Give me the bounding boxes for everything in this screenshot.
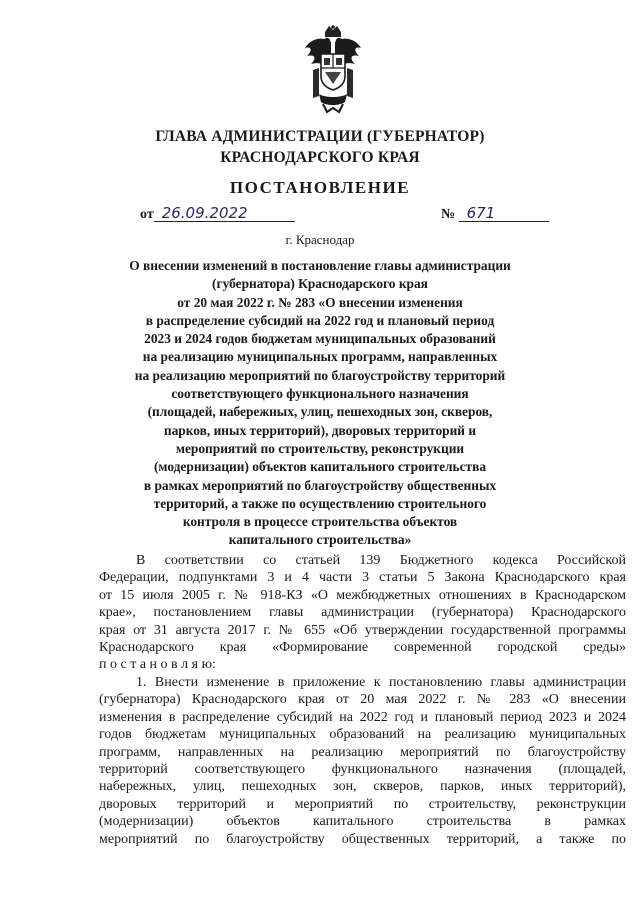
date-prefix: от xyxy=(140,207,154,222)
authority-title: ГЛАВА АДМИНИСТРАЦИИ (ГУБЕРНАТОР) xyxy=(155,128,485,145)
subject-line: (губернатора) Краснодарского края xyxy=(212,276,428,292)
subject-line: в рамках мероприятий по благоустройству общественных xyxy=(143,477,497,493)
document-type-title: ПОСТАНОВЛЕНИЕ xyxy=(229,178,411,197)
number-prefix: № xyxy=(441,207,456,222)
date-field: 26.09.2022 xyxy=(154,206,295,222)
subject-line: (площадей, набережных, улиц, пешеходных зон, скверов, xyxy=(147,404,493,420)
subject-line: (модернизации) объектов капитального строительства xyxy=(153,459,487,475)
paragraph-line: края от 31 августа 2017 г. № 655 «Об утверждении государственной программы xyxy=(99,622,626,638)
paragraph-line: программ, направленных на реализацию мероприятий по благоустройству xyxy=(99,744,626,760)
subject-line: капитального строительства» xyxy=(228,532,412,548)
number-field: 671 xyxy=(459,206,549,222)
paragraph-line: крае», постановлением главы администрации (губернатора) Краснодарского xyxy=(99,605,626,621)
subject-line: на реализацию муниципальных программ, направленных xyxy=(142,349,498,365)
date-line xyxy=(140,206,295,223)
paragraph-line: (губернатора) Краснодарского края от 20 мая 2022 г. № 283 «О внесении xyxy=(99,692,626,708)
preamble-paragraph xyxy=(99,552,626,674)
paragraph-line: от 15 июля 2005 г. № 918-КЗ «О межбюджетных отношениях в Краснодарском xyxy=(99,587,626,603)
subject-line: мероприятий по строительству, реконструкции xyxy=(175,440,465,456)
paragraph-line: п о с т а н о в л я ю: xyxy=(99,657,216,673)
paragraph-line: мероприятий по благоустройству общественных территорий, а также по xyxy=(99,831,626,847)
subject-line: от 20 мая 2022 г. № 283 «О внесении изменения xyxy=(177,294,463,310)
paragraph-line: дворовых территорий и мероприятий по строительству, реконструкции xyxy=(99,796,626,812)
paragraph-line: годов бюджетам муниципальных образований на реализацию муниципальных xyxy=(99,727,626,743)
paragraph-line: Краснодарского края «Формирование современной городской среды» xyxy=(99,640,626,656)
subject-line: в распределение субсидий на 2022 год и плановый период xyxy=(145,312,495,328)
paragraph-line: 1. Внести изменение в приложение к постановлению главы администрации xyxy=(136,675,626,690)
paragraph-line: (модернизации) объектов капитального строительства в рамках xyxy=(99,814,626,830)
number-line xyxy=(441,206,549,223)
subject-line: парков, иных территорий), дворовых территорий и xyxy=(163,422,477,438)
city-label: г. Краснодар xyxy=(285,232,355,247)
paragraph-line: изменения в распределение субсидий на 2022 год и плановый период 2023 и 2024 xyxy=(99,709,626,725)
paragraph-line: В соответствии со статьей 139 Бюджетного кодекса Российской xyxy=(136,553,626,568)
subject-line: контроля в процессе строительства объектов xyxy=(182,514,458,530)
region-title: КРАСНОДАРСКОГО КРАЯ xyxy=(220,149,420,166)
resolution-subject xyxy=(40,257,600,550)
subject-line: О внесении изменений в постановление главы администрации xyxy=(129,258,511,273)
paragraph-line: территорий соответствующего функционального назначения (площадей, xyxy=(99,762,626,778)
paragraph-line: набережных, улиц, пешеходных зон, скверов, парков, иных территорий), xyxy=(99,779,626,795)
item-1-paragraph xyxy=(99,674,626,848)
coat-of-arms-icon xyxy=(301,24,365,116)
subject-line: соответствующего функционального назначения xyxy=(171,386,469,402)
subject-line: 2023 и 2024 годов бюджетам муниципальных образований xyxy=(144,331,496,347)
subject-line: на реализацию мероприятий по благоустройству территорий xyxy=(134,367,506,383)
paragraph-line: Федерации, подпунктами 3 и 4 части 3 статьи 5 Закона Краснодарского края xyxy=(99,570,626,586)
subject-line: территорий, а также по осуществлению строительного xyxy=(153,495,487,511)
